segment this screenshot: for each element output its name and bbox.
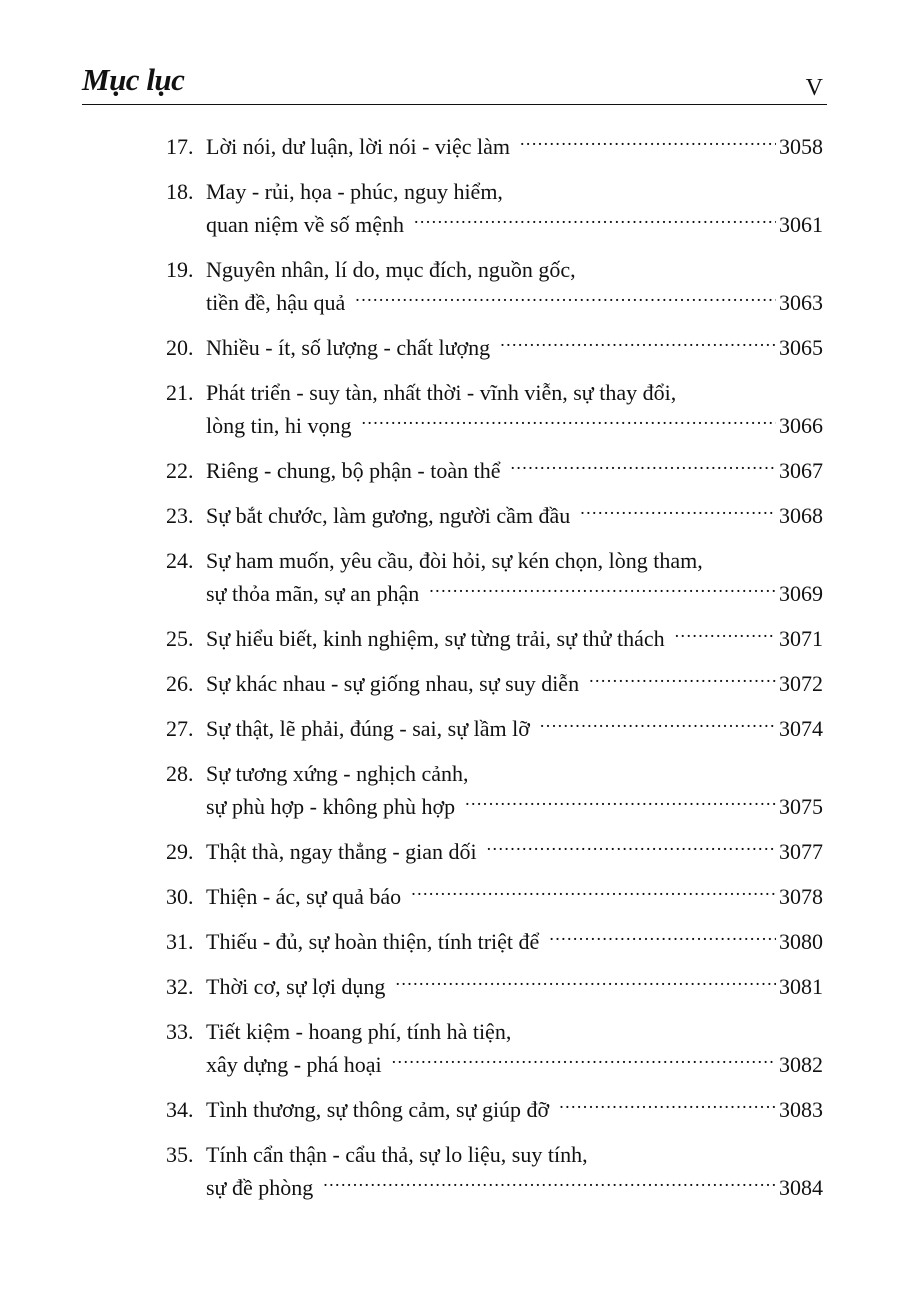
toc-entry-number: 30.: [166, 884, 194, 909]
toc-entry-page: 3078: [779, 884, 823, 909]
toc-entry-title: Nhiều - ít, số lượng - chất lượng: [206, 335, 491, 360]
toc-entry-title: Sự tương xứng - nghịch cảnh,: [206, 761, 469, 786]
toc-entry-number: 29.: [166, 839, 194, 864]
toc-entry: [166, 175, 823, 241]
dot-leader: [500, 333, 776, 355]
toc-entry-title: Sự thật, lẽ phải, đúng - sai, sự lầm lỡ: [206, 716, 530, 741]
toc-entry-number: 20.: [166, 335, 194, 360]
toc-entry-number: 23.: [166, 503, 194, 528]
toc-entry: [166, 1093, 823, 1126]
toc-entry-title: Phát triển - suy tàn, nhất thời - vĩnh viễn, sự thay đổi,: [206, 380, 677, 405]
toc-entry-number: 25.: [166, 626, 194, 651]
toc-entry-title: Tiết kiệm - hoang phí, tính hà tiện,: [206, 1019, 512, 1044]
toc-entry: [166, 499, 823, 532]
toc-entry-page: 3081: [779, 974, 823, 999]
toc-entry: [166, 925, 823, 958]
toc-entry-page: 3072: [779, 671, 823, 696]
dot-leader: [487, 837, 776, 859]
toc-entry-title: Lời nói, dư luận, lời nói - việc làm: [206, 134, 511, 159]
toc-entry-title: Thật thà, ngay thẳng - gian dối: [206, 839, 477, 864]
toc-entry-page: 3071: [779, 626, 823, 651]
page-header: [82, 62, 827, 106]
toc-entry-line: [166, 376, 823, 409]
header-title: Mục lục: [82, 62, 185, 97]
toc-entry-number: 28.: [166, 761, 194, 786]
toc-entry: [166, 835, 823, 868]
toc-entry-line: [166, 925, 823, 958]
toc-entry-line: [166, 757, 823, 790]
dot-leader: [355, 288, 776, 310]
header-page-number: V: [805, 75, 823, 101]
toc-entry-line: [166, 667, 823, 700]
toc-entry-page: 3083: [779, 1097, 823, 1122]
toc-entry: [166, 253, 823, 319]
toc-entry-page: 3066: [779, 413, 823, 438]
toc-entry-title: quan niệm về số mệnh: [206, 212, 404, 237]
toc-entry-number: 19.: [166, 257, 194, 282]
toc-entry-page: 3069: [779, 581, 823, 606]
toc-entry-title: sự thỏa mãn, sự an phận: [206, 581, 420, 606]
toc-entry-line: [166, 1171, 823, 1204]
toc-entry-line: [166, 1048, 823, 1081]
toc-entry-page: 3061: [779, 212, 823, 237]
dot-leader: [559, 1095, 776, 1117]
toc-entry-number: 34.: [166, 1097, 194, 1122]
toc-entry-page: 3067: [779, 458, 823, 483]
toc-entry-line: [166, 880, 823, 913]
toc-entry: [166, 454, 823, 487]
toc-entry-number: 21.: [166, 380, 194, 405]
toc-entry-title: Thiếu - đủ, sự hoàn thiện, tính triệt để: [206, 929, 540, 954]
toc-entry-line: [166, 454, 823, 487]
toc-entry-page: 3080: [779, 929, 823, 954]
dot-leader: [589, 669, 776, 691]
dot-leader: [520, 132, 776, 154]
toc-entry-line: [166, 790, 823, 823]
dot-leader: [392, 1050, 776, 1072]
header-rule: [82, 104, 827, 105]
toc-entry-number: 22.: [166, 458, 194, 483]
toc-entry-number: 24.: [166, 548, 194, 573]
toc-entry: [166, 880, 823, 913]
toc-entry: [166, 130, 823, 163]
toc-entry-line: [166, 409, 823, 442]
table-of-contents: [166, 130, 823, 1204]
toc-entry-number: 26.: [166, 671, 194, 696]
toc-entry-page: 3084: [779, 1175, 823, 1200]
toc-entry-line: [166, 286, 823, 319]
toc-entry-line: [166, 835, 823, 868]
toc-entry-line: [166, 331, 823, 364]
toc-entry-line: [166, 970, 823, 1003]
toc-entry-number: 27.: [166, 716, 194, 741]
toc-entry-title: lòng tin, hi vọng: [206, 413, 352, 438]
toc-entry-title: Thiện - ác, sự quả báo: [206, 884, 402, 909]
dot-leader: [429, 579, 776, 601]
dot-leader: [465, 792, 776, 814]
toc-entry-number: 18.: [166, 179, 194, 204]
dot-leader: [361, 411, 776, 433]
toc-entry: [166, 667, 823, 700]
toc-entry: [166, 757, 823, 823]
toc-entry-number: 33.: [166, 1019, 194, 1044]
toc-entry-line: [166, 622, 823, 655]
toc-entry-line: [166, 1015, 823, 1048]
dot-leader: [675, 624, 776, 646]
toc-entry-title: Sự bắt chước, làm gương, người cầm đầu: [206, 503, 571, 528]
toc-entry: [166, 622, 823, 655]
dot-leader: [540, 714, 776, 736]
toc-entry-line: [166, 175, 823, 208]
toc-entry-number: 17.: [166, 134, 194, 159]
toc-entry-line: [166, 712, 823, 745]
toc-entry: [166, 544, 823, 610]
toc-entry-number: 31.: [166, 929, 194, 954]
toc-entry-line: [166, 208, 823, 241]
toc-entry: [166, 970, 823, 1003]
toc-entry-title: xây dựng - phá hoại: [206, 1052, 382, 1077]
toc-entry: [166, 1015, 823, 1081]
toc-entry-page: 3063: [779, 290, 823, 315]
toc-entry: [166, 712, 823, 745]
toc-entry-title: Sự hiểu biết, kinh nghiệm, sự từng trải, sự thử thách: [206, 626, 665, 651]
toc-entry-title: Tình thương, sự thông cảm, sự giúp đỡ: [206, 1097, 550, 1122]
dot-leader: [414, 210, 776, 232]
dot-leader: [549, 927, 776, 949]
toc-entry: [166, 1138, 823, 1204]
toc-entry-line: [166, 577, 823, 610]
toc-entry-line: [166, 499, 823, 532]
toc-entry-line: [166, 1138, 823, 1171]
toc-entry-number: 32.: [166, 974, 194, 999]
toc-entry-page: 3065: [779, 335, 823, 360]
toc-entry-title: May - rủi, họa - phúc, nguy hiểm,: [206, 179, 503, 204]
toc-entry: [166, 331, 823, 364]
toc-entry-title: Riêng - chung, bộ phận - toàn thể: [206, 458, 501, 483]
toc-entry: [166, 376, 823, 442]
dot-leader: [411, 882, 776, 904]
dot-leader: [323, 1173, 776, 1195]
toc-entry-page: 3074: [779, 716, 823, 741]
toc-entry-title: Nguyên nhân, lí do, mục đích, nguồn gốc,: [206, 257, 576, 282]
toc-entry-title: sự đề phòng: [206, 1175, 314, 1200]
toc-entry-line: [166, 253, 823, 286]
toc-entry-number: 35.: [166, 1142, 194, 1167]
toc-entry-page: 3075: [779, 794, 823, 819]
toc-entry-page: 3077: [779, 839, 823, 864]
toc-entry-page: 3068: [779, 503, 823, 528]
toc-entry-page: 3058: [779, 134, 823, 159]
toc-entry-title: sự phù hợp - không phù hợp: [206, 794, 456, 819]
dot-leader: [395, 972, 776, 994]
toc-entry-page: 3082: [779, 1052, 823, 1077]
dot-leader: [580, 501, 776, 523]
toc-entry-line: [166, 130, 823, 163]
toc-entry-title: Sự ham muốn, yêu cầu, đòi hỏi, sự kén chọn, lòng tham,: [206, 548, 703, 573]
toc-entry-title: Sự khác nhau - sự giống nhau, sự suy diễn: [206, 671, 580, 696]
dot-leader: [511, 456, 777, 478]
toc-entry-title: Thời cơ, sự lợi dụng: [206, 974, 386, 999]
toc-entry-title: Tính cẩn thận - cẩu thả, sự lo liệu, suy tính,: [206, 1142, 588, 1167]
toc-entry-line: [166, 1093, 823, 1126]
toc-entry-line: [166, 544, 823, 577]
toc-entry-title: tiền đề, hậu quả: [206, 290, 346, 315]
